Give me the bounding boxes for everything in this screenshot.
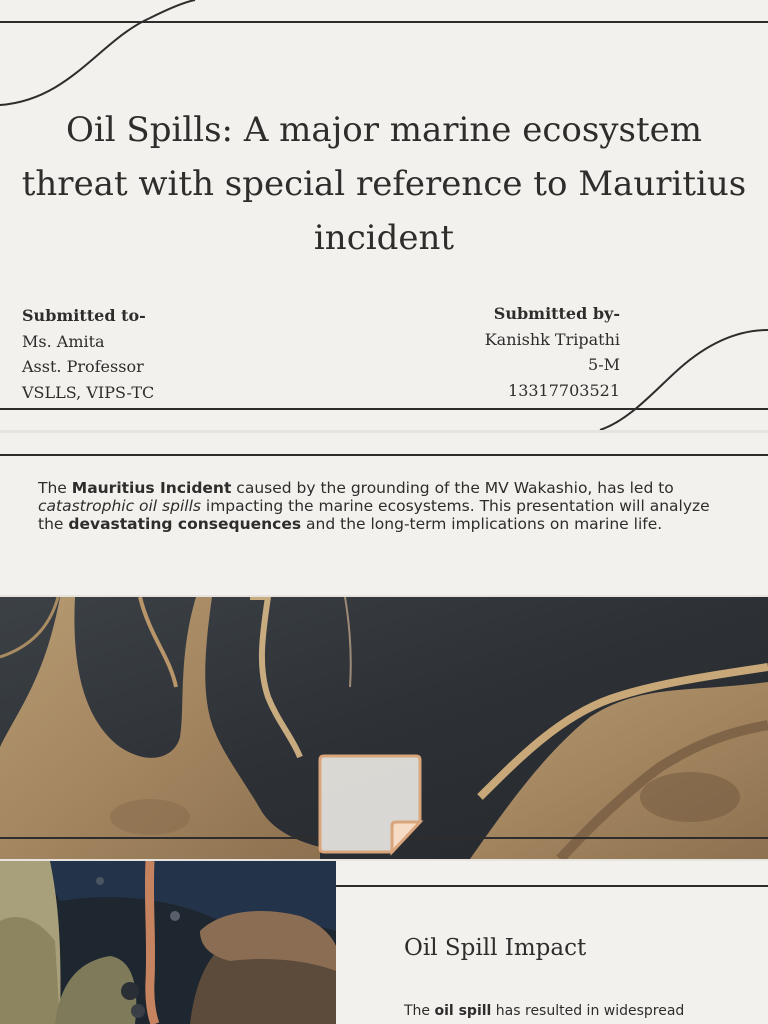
highlight-catastrophic-oil-spills: catastrophic oil spills [38,497,201,515]
page-title: Oil Spills: A major marine ecosystem threat with special reference to Mauritius incident [21,110,747,258]
submitted-to-heading: Submitted to- [22,306,146,325]
submitted-by-block [485,301,620,403]
section-title-oil-spill-impact: Oil Spill Impact [404,935,587,961]
highlight-oil-spill: oil spill [434,1003,492,1019]
intro-slide [0,433,768,595]
oil-photo-slide [0,597,768,859]
submitted-to-role: Asst. Professor [22,357,144,376]
submitted-to-institution: VSLLS, VIPS-TC [22,382,155,402]
rocks-underwater-photo [0,861,336,1024]
intro-top-rule [0,454,768,456]
impact-slide [0,861,768,1024]
submitted-by-name: Kanishk Tripathi [484,329,620,349]
impact-top-rule [336,885,768,887]
submitted-by-section: 5-M [588,355,620,374]
title-slide [0,0,768,430]
submitted-to-name: Ms. Amita [22,331,105,351]
impact-paragraph: The oil spill has resulted in widespread [404,1003,685,1019]
submitted-by-heading: Submitted by- [493,304,620,323]
submitted-by-enrollment: 13317703521 [508,380,620,400]
intro-paragraph: The Mauritius Incident caused by the grounding of the MV Wakashio, has led to catastrophic oil spills impacting the marine ecosystems. This presentation will analyze the devastating consequences and the long-term implications on marine life. [38,479,710,533]
highlight-devastating-consequences: devastating consequences [68,515,302,533]
top-rule [0,21,768,23]
highlight-mauritius-incident: Mauritius Incident [71,479,232,497]
sticky-note-icon [316,752,424,856]
submitted-to-block [22,303,154,405]
bottom-rule [0,408,768,410]
